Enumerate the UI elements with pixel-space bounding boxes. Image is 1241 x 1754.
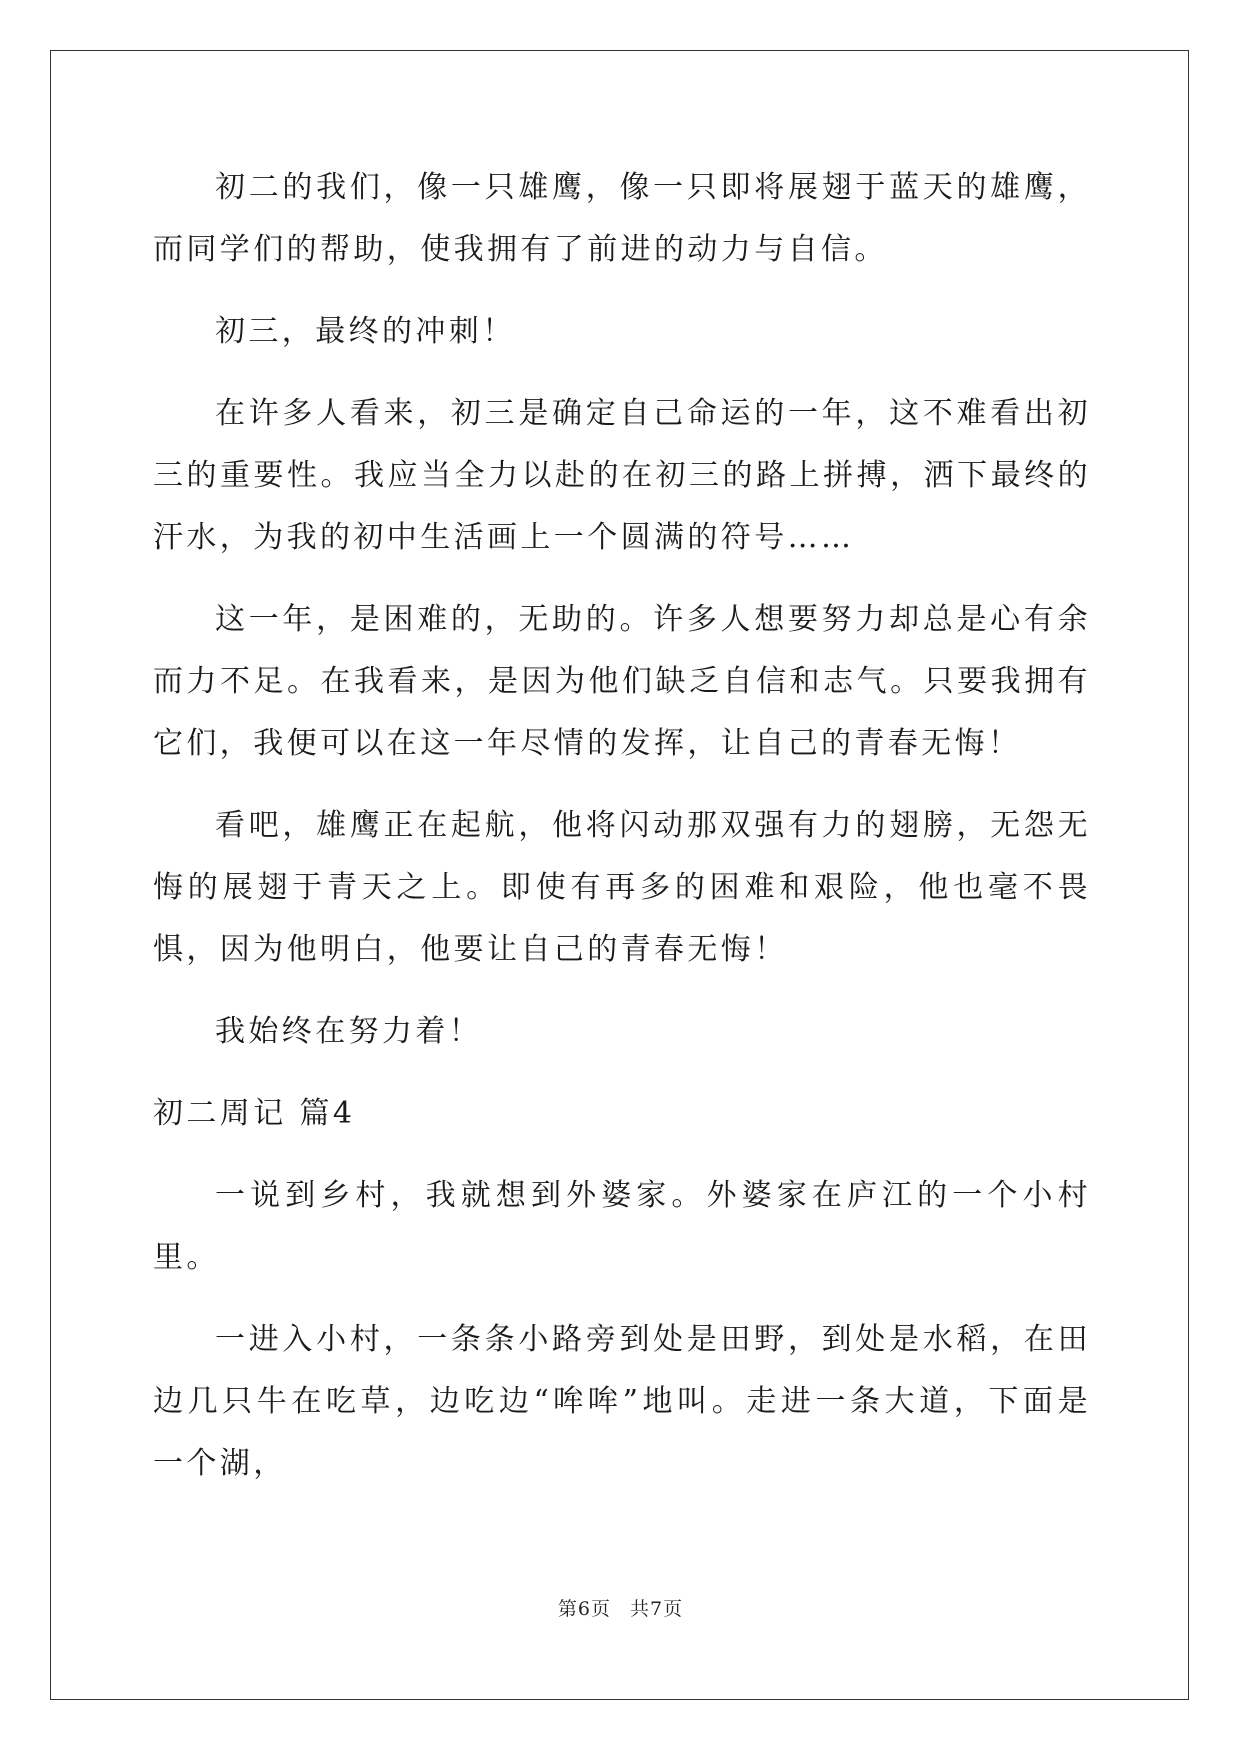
page-total: 共7页: [630, 1598, 684, 1620]
paragraph-4: 这一年，是困难的，无助的。许多人想要努力却总是心有余而力不足。在我看来，是因为他们缺乏自信和志气。只要我拥有它们，我便可以在这一年尽情的发挥，让自己的青春无悔！: [153, 602, 1091, 761]
paragraph-2: 初三，最终的冲刺！: [215, 314, 516, 349]
paragraph-6: 我始终在努力着！: [215, 1014, 483, 1049]
paragraph-8: 一进入小村，一条条小路旁到处是田野，到处是水稻，在田边几只牛在吃草，边吃边“哞哞”地叫。走进一条大道，下面是一个湖，: [153, 1322, 1091, 1481]
page-number: 第6页: [557, 1598, 611, 1620]
paragraph-3: 在许多人看来，初三是确定自己命运的一年，这不难看出初三的重要性。我应当全力以赴的在初三的路上拼搏，洒下最终的汗水，为我的初中生活画上一个圆满的符号……: [153, 396, 1091, 555]
page-footer: [0, 1594, 1241, 1621]
section-heading: 初二周记 篇4: [153, 1096, 356, 1131]
paragraph-1: 初二的我们，像一只雄鹰，像一只即将展翅于蓝天的雄鹰，而同学们的帮助，使我拥有了前进的动力与自信。: [153, 170, 1091, 267]
paragraph-5: 看吧，雄鹰正在起航，他将闪动那双强有力的翅膀，无怨无悔的展翅于青天之上。即使有再多的困难和艰险，他也毫不畏惧，因为他明白，他要让自己的青春无悔！: [153, 808, 1091, 967]
paragraph-7: 一说到乡村，我就想到外婆家。外婆家在庐江的一个小村里。: [153, 1178, 1091, 1275]
document-body: [153, 157, 1091, 1515]
